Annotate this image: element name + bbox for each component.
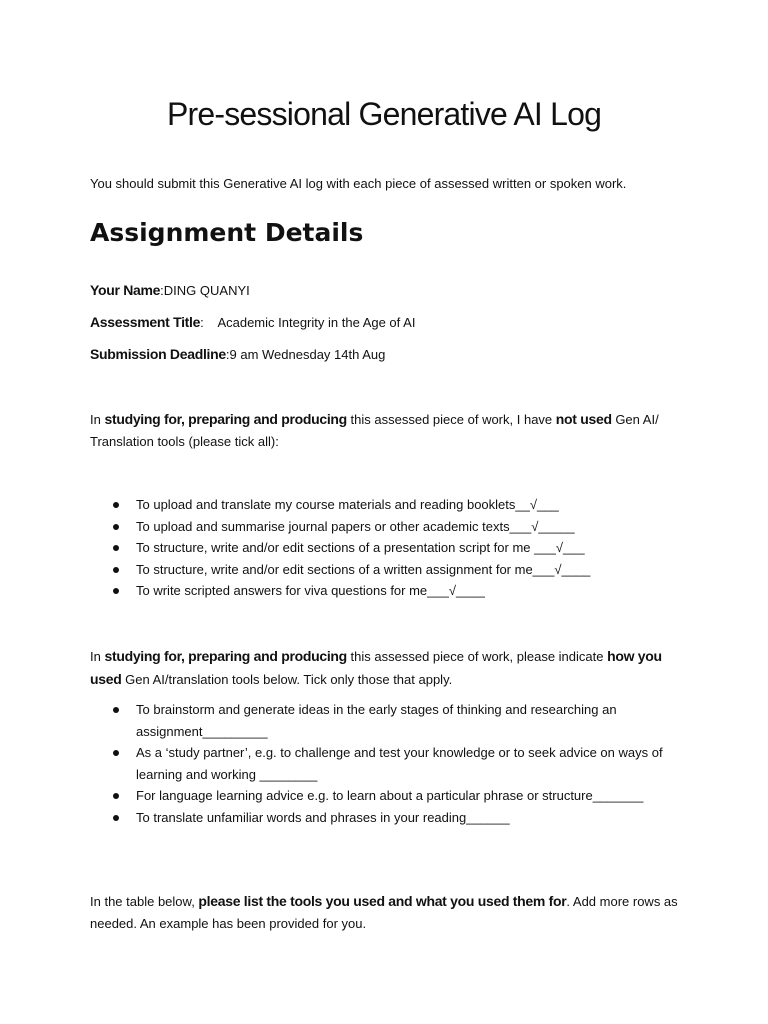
list-item (90, 785, 680, 807)
bullet-icon (113, 502, 119, 508)
bullet-icon (113, 707, 119, 713)
list-item (90, 580, 690, 602)
not-used-list (90, 494, 690, 602)
bullet-icon (113, 815, 119, 821)
not-used-bold-1: studying for, preparing and producing (104, 411, 347, 427)
table-note-paragraph (90, 890, 680, 935)
name-value: :DING QUANYI (160, 283, 250, 298)
name-label: Your Name (90, 282, 161, 298)
list-item-text: To structure, write and/or edit sections of a presentation script for me ___√___ (136, 540, 585, 556)
list-item (90, 699, 680, 742)
document-title: Pre-sessional Generative AI Log (166, 96, 602, 132)
bullet-icon (113, 545, 119, 551)
how-used-bold-1: studying for, preparing and producing (104, 648, 347, 664)
list-item (90, 494, 690, 516)
name-field (90, 282, 250, 298)
how-used-text-1: In (90, 649, 105, 664)
how-used-text-2: this assessed piece of work, please indicate (346, 649, 608, 664)
list-item (90, 537, 690, 559)
deadline-field (90, 346, 385, 362)
list-item (90, 742, 680, 785)
list-item-text: To structure, write and/or edit sections of a written assignment for me___√____ (136, 561, 591, 577)
list-item-text: To translate unfamiliar words and phrases in your reading______ (136, 809, 510, 825)
how-used-text-3: Gen AI/translation tools below. Tick only those that apply. (121, 672, 453, 687)
deadline-label: Submission Deadline (90, 346, 226, 362)
table-note-bold: please list the tools you used and what you used them for (198, 893, 567, 909)
list-item-text: To write scripted answers for viva questions for me___√____ (136, 583, 485, 599)
how-used-bold-2: how you used (90, 648, 662, 687)
bullet-icon (113, 524, 119, 530)
bullet-icon (113, 588, 119, 594)
how-used-list (90, 699, 680, 829)
table-note-text-1: In the table below, (90, 894, 199, 909)
table-note-text-2: . Add more rows as needed. An example has been provided for you. (90, 894, 678, 931)
list-item (90, 559, 690, 581)
list-item (90, 516, 690, 538)
list-item-text: As a ‘study partner’, e.g. to challenge and test your knowledge or to seek advice on ways of learning and working ________ (136, 745, 663, 782)
bullet-icon (113, 793, 119, 799)
not-used-text-1: In (90, 412, 105, 427)
assessment-title-label: Assessment Title (90, 314, 201, 330)
not-used-text-2: this assessed piece of work, I have (346, 412, 556, 427)
bullet-icon (113, 567, 119, 573)
list-item-text: To upload and translate my course materials and reading booklets__√___ (136, 497, 559, 512)
deadline-value: :9 am Wednesday 14th Aug (225, 347, 386, 362)
list-item (90, 807, 680, 829)
list-item-text: To upload and summarise journal papers or other academic texts___√_____ (136, 518, 575, 534)
how-used-paragraph (90, 645, 680, 691)
not-used-bold-2: not used (555, 411, 612, 427)
assessment-title-field (90, 314, 415, 330)
not-used-text-3: Gen AI/ Translation tools (please tick all): (90, 412, 659, 449)
not-used-paragraph (90, 408, 680, 453)
intro-text: You should submit this Generative AI log with each piece of assessed written or spoken work. (90, 176, 627, 191)
list-item-text: To brainstorm and generate ideas in the early stages of thinking and researching an assignment_________ (136, 702, 617, 739)
section-heading: Assignment Details (90, 218, 364, 247)
bullet-icon (113, 750, 119, 756)
assessment-title-value: : Academic Integrity in the Age of AI (200, 315, 416, 330)
list-item-text: For language learning advice e.g. to learn about a particular phrase or structure_______ (136, 788, 644, 804)
